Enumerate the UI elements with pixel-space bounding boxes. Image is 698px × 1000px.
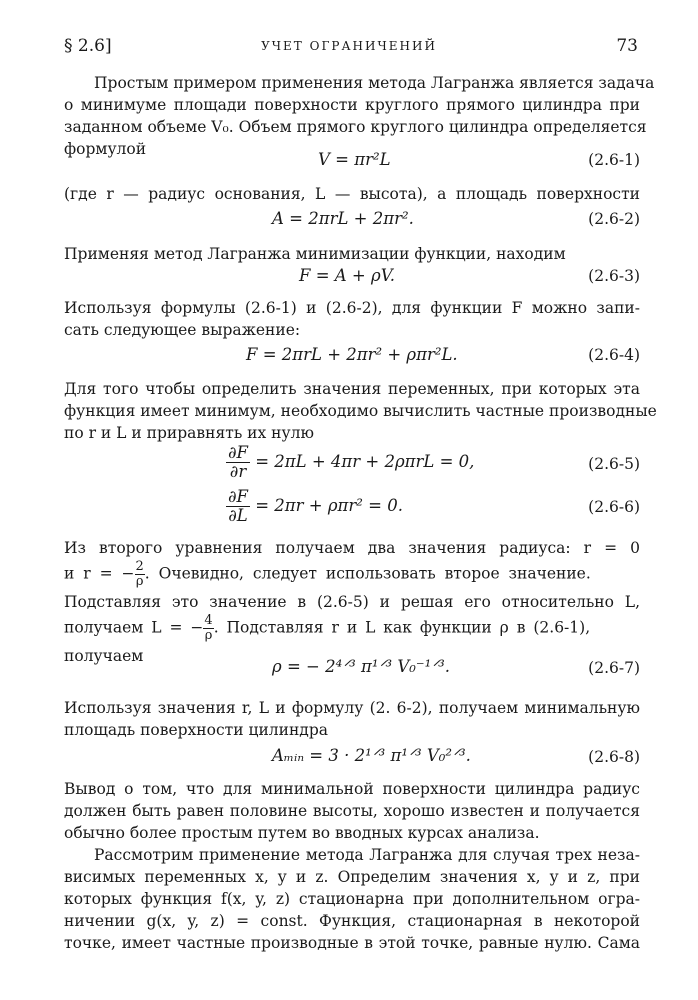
equation-lagrangian: F = A + ρV.: [299, 266, 395, 285]
page-number: 73: [616, 36, 638, 56]
text-line: которых функция f(x, y, z) стационарна при дополнительном огра-: [64, 890, 640, 908]
text-line: точке, имеет частные производные в этой точке, равные нулю. Сама: [64, 934, 640, 952]
text-line: обычно более простым путем во вводных курсах анализа.: [64, 824, 540, 842]
equation-area-min: Aₘᵢₙ = 3 · 2¹ᐟ³ π¹ᐟ³ V₀²ᐟ³.: [272, 746, 471, 765]
text-line-with-fraction: и r = − $\frac{2}{\rho}$ . Очевидно, следует использовать второе значение.: [64, 559, 591, 589]
text-line: Для того чтобы определить значения переменных, при которых эта: [64, 380, 640, 398]
text-line: Рассмотрим применение метода Лагранжа для случая трех неза-: [94, 846, 640, 864]
equation-number: (2.6-4): [588, 346, 640, 364]
text-line: Из второго уравнения получаем два значения радиуса: r = 0: [64, 539, 640, 557]
equation-number: (2.6-8): [588, 748, 640, 766]
text-line: Используя значения r, L и формулу (2. 6-2), получаем минимальную: [64, 699, 640, 717]
equation-number: (2.6-6): [588, 498, 640, 516]
equation-number: (2.6-5): [588, 455, 640, 473]
equation-number: (2.6-3): [588, 267, 640, 285]
text-line: висимых переменных x, y и z. Определим значения x, y и z, при: [64, 868, 640, 886]
text-line: площадь поверхности цилиндра: [64, 721, 328, 739]
text-line: сать следующее выражение:: [64, 321, 301, 339]
text-line: функция имеет минимум, необходимо вычислить частные производные: [64, 402, 657, 420]
equation-derivative-r: $\frac{\partial F}{\partial r}$ = 2πL + 4πr + 2ρπrL = 0,: [228, 443, 475, 481]
text-line: ничении g(x, y, z) = const. Функция, стационарная в некоторой: [64, 912, 640, 930]
equation-volume: V = πr²L: [318, 150, 391, 169]
text-line: Простым примером применения метода Лагранжа является задача: [94, 74, 655, 92]
equation-rho: ρ = − 2⁴ᐟ³ π¹ᐟ³ V₀⁻¹ᐟ³.: [272, 657, 451, 676]
text-line-with-fraction: получаем L = − $\frac{4}{\rho}$ . Подставляя r и L как функции ρ в (2.6-1),: [64, 613, 591, 643]
equation-derivative-l: $\frac{\partial F}{\partial L}$ = 2πr + ρπr² = 0.: [228, 487, 403, 525]
text-line: получаем: [64, 647, 144, 665]
partial-fraction: $\frac{\partial F}{\partial L}$: [228, 487, 248, 525]
inline-fraction: $\frac{2}{\rho}$: [135, 559, 144, 589]
text-line: должен быть равен половине высоты, хорошо известен и получается: [64, 802, 640, 820]
equation-number: (2.6-2): [588, 210, 640, 228]
running-title: УЧЕТ ОГРАНИЧЕНИЙ: [261, 39, 437, 53]
partial-fraction: $\frac{\partial F}{\partial r}$: [228, 443, 248, 481]
text-line: (где r — радиус основания, L — высота), а площадь поверхности: [64, 185, 640, 203]
section-marker: § 2.6]: [64, 36, 112, 56]
text-line: формулой: [64, 140, 147, 158]
equation-number: (2.6-7): [588, 659, 640, 677]
equation-function-f: F = 2πrL + 2πr² + ρπr²L.: [246, 345, 458, 364]
text-line: Подставляя это значение в (2.6-5) и решая его относительно L,: [64, 593, 640, 611]
text-line: Вывод о том, что для минимальной поверхности цилиндра радиус: [64, 780, 640, 798]
text-line: Применяя метод Лагранжа минимизации функции, находим: [64, 245, 566, 263]
equation-number: (2.6-1): [588, 151, 640, 169]
inline-fraction: $\frac{4}{\rho}$: [204, 613, 213, 643]
text-line: заданном объеме V₀. Объем прямого круглого цилиндра определяется: [64, 118, 647, 136]
text-line: по r и L и приравнять их нулю: [64, 424, 314, 442]
text-line: Используя формулы (2.6-1) и (2.6-2), для функции F можно запи-: [64, 299, 640, 317]
text-line: о минимуме площади поверхности круглого прямого цилиндра при: [64, 96, 640, 114]
equation-area: A = 2πrL + 2πr².: [272, 209, 414, 228]
